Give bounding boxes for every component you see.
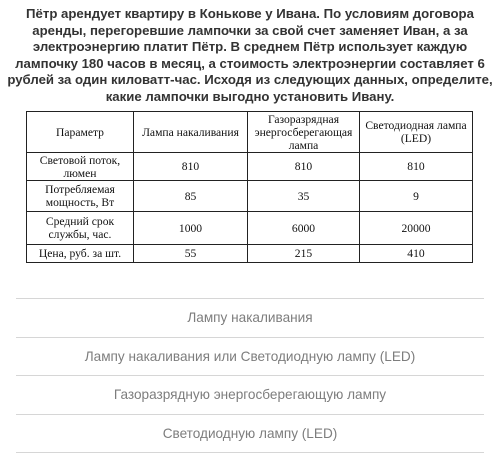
row-label-lifetime: Средний срок службы, час. bbox=[27, 212, 134, 245]
table-cell: 55 bbox=[134, 245, 248, 263]
header-led: Светодиодная лампа (LED) bbox=[360, 112, 473, 153]
table-header-row bbox=[27, 112, 473, 153]
table-row bbox=[27, 245, 473, 263]
answer-option-incandescent-or-led[interactable]: Лампу накаливания или Светодиодную лампу (LED) bbox=[16, 338, 484, 377]
header-gas-discharge: Газоразрядная энергосберегающая лампа bbox=[248, 112, 360, 153]
answer-option-gas-discharge[interactable]: Газоразрядную энергосберегающую лампу bbox=[16, 376, 484, 415]
header-parameter: Параметр bbox=[27, 112, 134, 153]
answer-option-incandescent[interactable]: Лампу накаливания bbox=[16, 299, 484, 338]
table-cell: 810 bbox=[248, 153, 360, 181]
table-cell: 20000 bbox=[360, 212, 473, 245]
answer-option-led[interactable]: Светодиодную лампу (LED) bbox=[16, 415, 484, 454]
table-cell: 810 bbox=[134, 153, 248, 181]
table-cell: 9 bbox=[360, 181, 473, 212]
table-cell: 35 bbox=[248, 181, 360, 212]
table-cell: 810 bbox=[360, 153, 473, 181]
table-cell: 6000 bbox=[248, 212, 360, 245]
parameters-table bbox=[26, 111, 473, 263]
table-cell: 215 bbox=[248, 245, 360, 263]
question-text: Пётр арендует квартиру в Конькове у Ивана. По условиям договора аренды, перегоревшие лампочки за свой счет заменяет Иван, а за электроэнергию платит Пётр. В среднем Пётр использует каждую лампочку 180 часов в месяц, а стоимость электроэнергии составляет 6 рублей за один киловатт-час. Исходя из следующих данных, определите, какие лампочки выгодно установить Ивану. bbox=[7, 6, 493, 104]
row-label-price: Цена, руб. за шт. bbox=[27, 245, 134, 263]
table-row bbox=[27, 153, 473, 181]
row-label-power: Потребляемая мощность, Вт bbox=[27, 181, 134, 212]
table-cell: 1000 bbox=[134, 212, 248, 245]
table-cell: 85 bbox=[134, 181, 248, 212]
table-row bbox=[27, 181, 473, 212]
table-cell: 410 bbox=[360, 245, 473, 263]
header-incandescent: Лампа накаливания bbox=[134, 112, 248, 153]
row-label-luminous-flux: Световой поток, люмен bbox=[27, 153, 134, 181]
table-row bbox=[27, 212, 473, 245]
answer-options bbox=[16, 298, 484, 453]
